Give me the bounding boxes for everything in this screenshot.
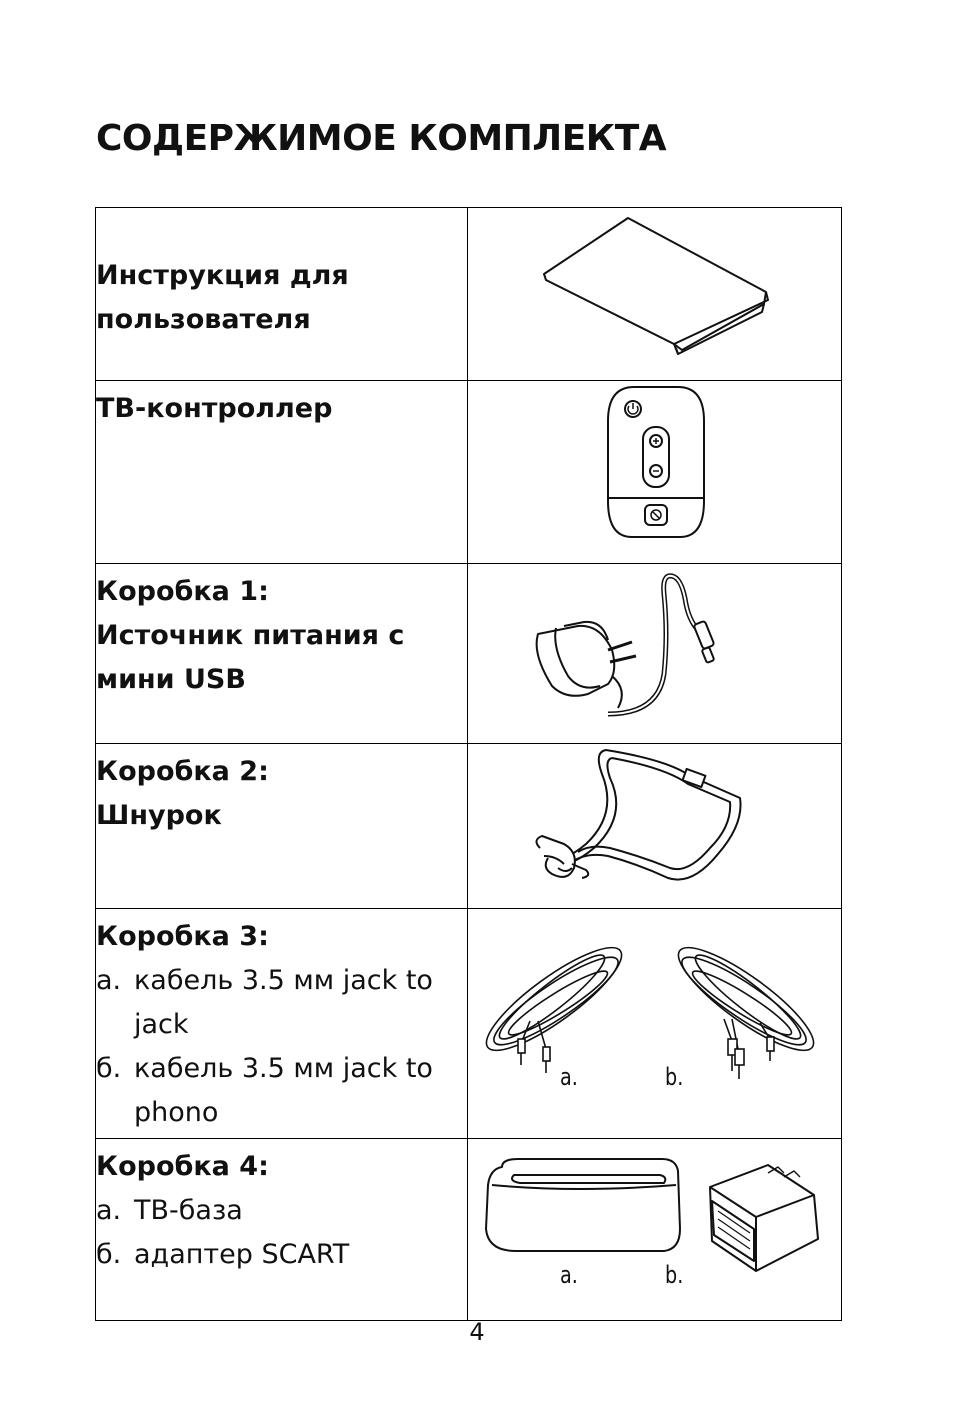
list-marker: б. [96, 1239, 122, 1270]
list-item-text: кабель 3.5 мм jack to phono [134, 1053, 433, 1128]
item-label: Источник питания с [96, 620, 405, 651]
item-label-cell [96, 909, 468, 1139]
page-title: СОДЕРЖИМОЕ КОМПЛЕКТА [96, 118, 667, 159]
table-row [96, 564, 842, 744]
list-item [96, 1189, 467, 1233]
list-item [96, 959, 467, 1047]
item-label: Инструкция для [96, 260, 349, 291]
list-marker: б. [96, 1053, 122, 1084]
table-row [96, 744, 842, 909]
item-image-cell [468, 564, 842, 744]
item-image-cell [468, 744, 842, 909]
item-label-cell [96, 381, 468, 564]
list-item [96, 1047, 467, 1135]
lanyard-icon [468, 744, 841, 908]
image-caption-a: a. [560, 1063, 578, 1091]
tv-base-and-scart-adapter-icon [468, 1139, 841, 1320]
tv-controller-icon [468, 381, 841, 563]
table-row [96, 208, 842, 381]
list-marker: a. [96, 965, 122, 996]
page-number: 4 [469, 1318, 485, 1346]
power-adapter-icon [468, 564, 841, 743]
item-label: Коробка 1: [96, 576, 269, 607]
item-label-cell [96, 208, 468, 381]
item-label-cell [96, 564, 468, 744]
item-image-cell [468, 381, 842, 564]
image-caption-b: b. [665, 1261, 684, 1289]
list-item [96, 1233, 467, 1277]
table-row [96, 381, 842, 564]
item-sublist [96, 1189, 467, 1277]
item-image-cell [468, 208, 842, 381]
list-item-text: кабель 3.5 мм jack to jack [134, 965, 433, 1040]
image-caption-b: b. [665, 1063, 684, 1091]
item-label: Коробка 3: [96, 921, 269, 952]
image-caption-a: a. [560, 1261, 578, 1289]
list-item-text: ТВ-база [134, 1195, 243, 1226]
list-item-text: адаптер SCART [134, 1239, 350, 1270]
item-label: Шнурок [96, 800, 222, 831]
item-sublist [96, 959, 467, 1135]
list-marker: a. [96, 1195, 122, 1226]
item-label: ТВ-контроллер [96, 393, 333, 424]
table-row [96, 1139, 842, 1321]
item-label-cell [96, 1139, 468, 1321]
item-label: Коробка 2: [96, 756, 269, 787]
item-image-cell [468, 1139, 842, 1321]
contents-table [95, 207, 842, 1321]
audio-cables-icon [468, 909, 841, 1138]
item-label: мини USB [96, 664, 246, 695]
item-label: пользователя [96, 304, 311, 335]
item-label: Коробка 4: [96, 1151, 269, 1182]
item-label-cell [96, 744, 468, 909]
table-row [96, 909, 842, 1139]
item-image-cell [468, 909, 842, 1139]
user-manual-icon [468, 208, 841, 380]
